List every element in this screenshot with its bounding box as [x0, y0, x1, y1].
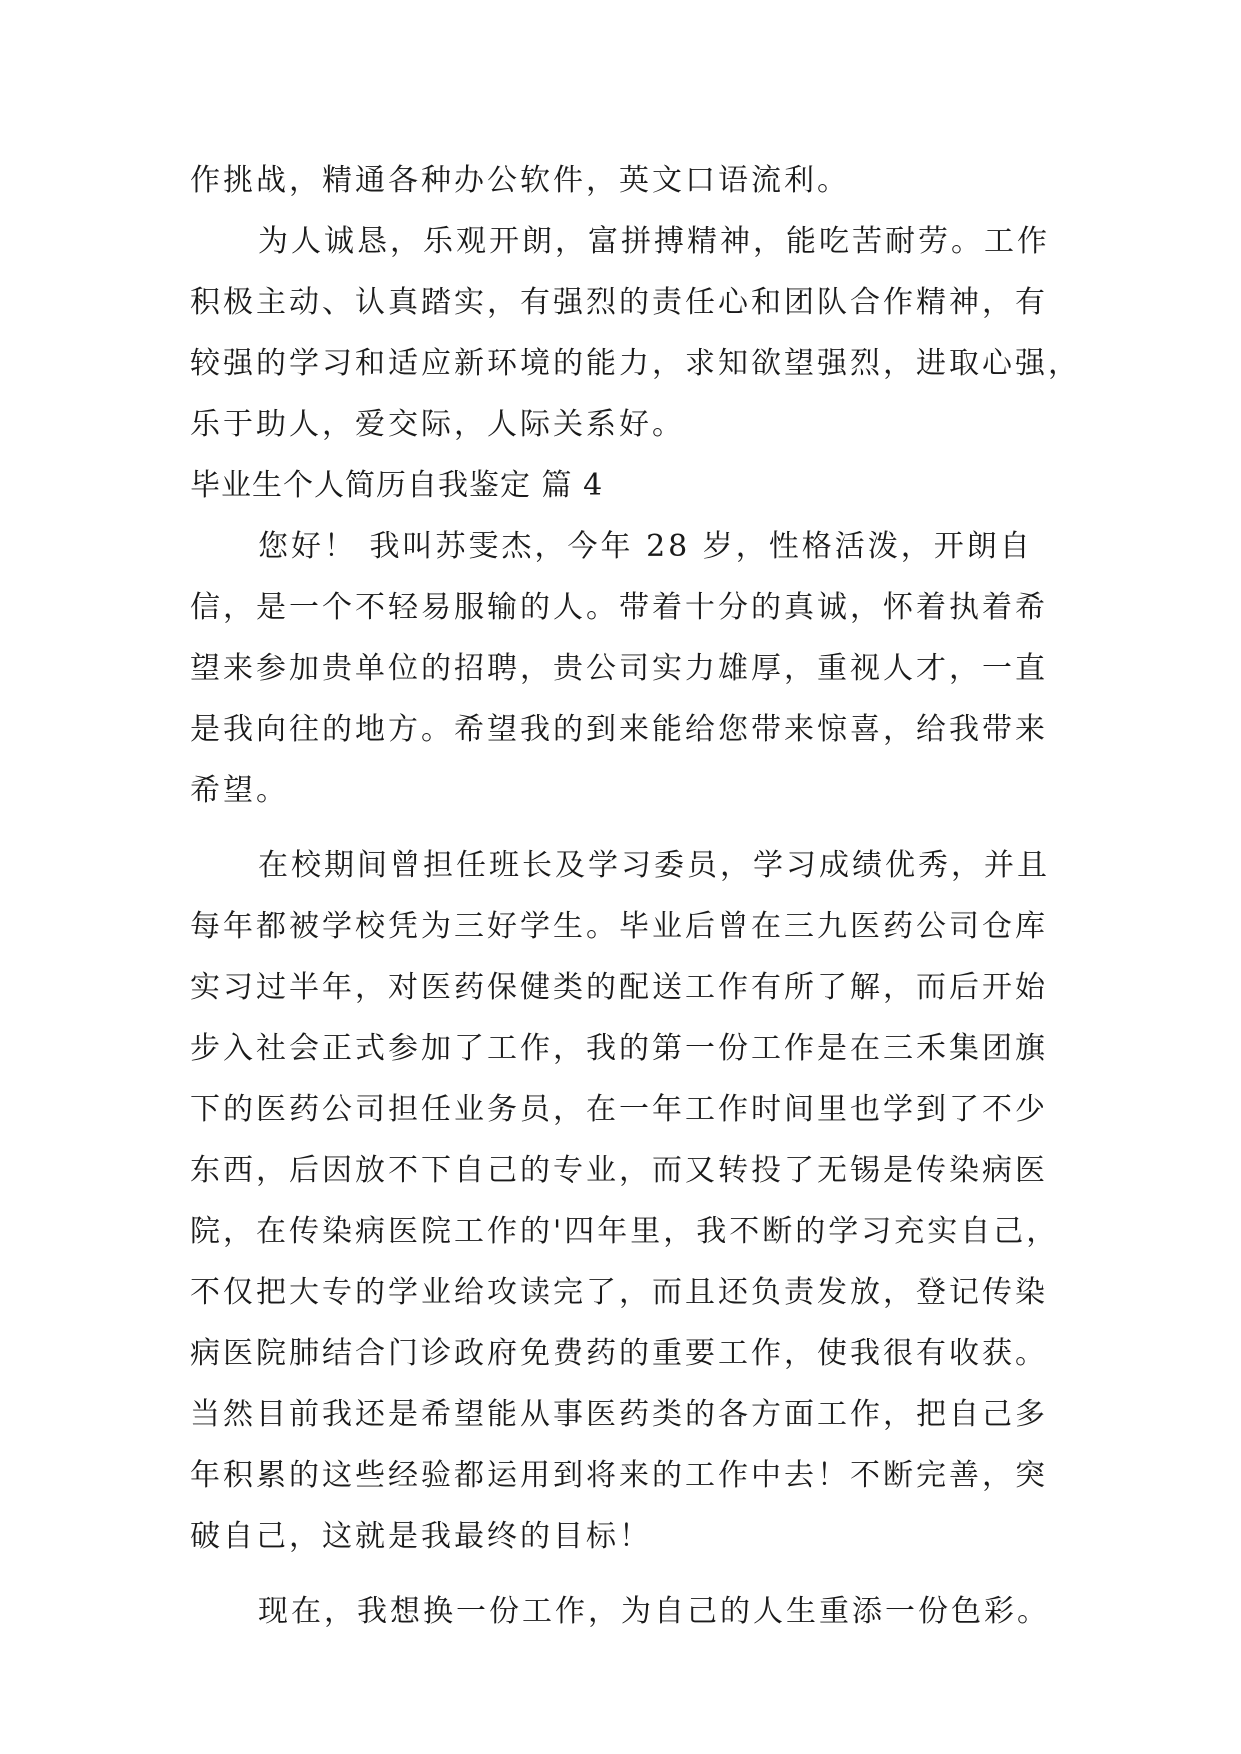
text-line: 信，是一个不轻易服输的人。带着十分的真诚，怀着执着希	[190, 590, 1048, 625]
section-heading	[190, 455, 1070, 516]
text-line: 年积累的这些经验都运用到将来的工作中去！不断完善，突	[190, 1458, 1048, 1493]
text-line: 望来参加贵单位的招聘，贵公司实力雄厚，重视人才，一直	[190, 651, 1048, 686]
text-line: 现在，我想换一份工作，为自己的人生重添一份色彩。	[258, 1594, 1050, 1629]
paragraph-spacer	[190, 1567, 1070, 1581]
paragraph-2	[190, 211, 1081, 455]
paragraph-1	[190, 150, 1070, 211]
text-line: 步入社会正式参加了工作，我的第一份工作是在三禾集团旗	[190, 1031, 1048, 1066]
text-line: 积极主动、认真踏实，有强烈的责任心和团队合作精神，有	[190, 285, 1048, 320]
text-line: 不仅把大专的学业给攻读完了，而且还负责发放，登记传染	[190, 1275, 1048, 1310]
heading-line: 毕业生个人简历自我鉴定 篇 4	[190, 468, 604, 503]
paragraph-4	[190, 835, 1070, 1567]
text-line: 病医院肺结合门诊政府免费药的重要工作，使我很有收获。	[190, 1336, 1048, 1371]
text-line: 是我向往的地方。希望我的到来能给您带来惊喜，给我带来	[190, 712, 1048, 747]
text-line: 实习过半年，对医药保健类的配送工作有所了解，而后开始	[190, 970, 1048, 1005]
document-body	[190, 150, 1081, 1642]
text-line: 每年都被学校凭为三好学生。毕业后曾在三九医药公司仓库	[190, 909, 1048, 944]
text-line: 在校期间曾担任班长及学习委员，学习成绩优秀，并且	[258, 848, 1050, 883]
paragraph-3	[190, 516, 1070, 821]
text-line: 您好！ 我叫苏雯杰，今年 28 岁，性格活泼，开朗自	[258, 529, 1033, 564]
text-line: 东西，后因放不下自己的专业，而又转投了无锡是传染病医	[190, 1153, 1048, 1188]
text-line: 为人诚恳，乐观开朗，富拼搏精神，能吃苦耐劳。工作	[258, 224, 1050, 259]
text-line: 院，在传染病医院工作的'四年里，我不断的学习充实自己，	[190, 1214, 1060, 1249]
text-line: 乐于助人，爱交际，人际关系好。	[190, 407, 685, 442]
text-line: 希望。	[190, 773, 289, 808]
text-line: 破自己，这就是我最终的目标！	[190, 1519, 652, 1554]
text-line: 作挑战，精通各种办公软件，英文口语流利。	[190, 163, 850, 198]
text-line: 下的医药公司担任业务员，在一年工作时间里也学到了不少	[190, 1092, 1048, 1127]
text-line: 较强的学习和适应新环境的能力，求知欲望强烈，进取心强，	[190, 346, 1081, 381]
text-line: 当然目前我还是希望能从事医药类的各方面工作，把自己多	[190, 1397, 1048, 1432]
paragraph-5	[190, 1581, 1070, 1642]
paragraph-spacer	[190, 821, 1070, 835]
